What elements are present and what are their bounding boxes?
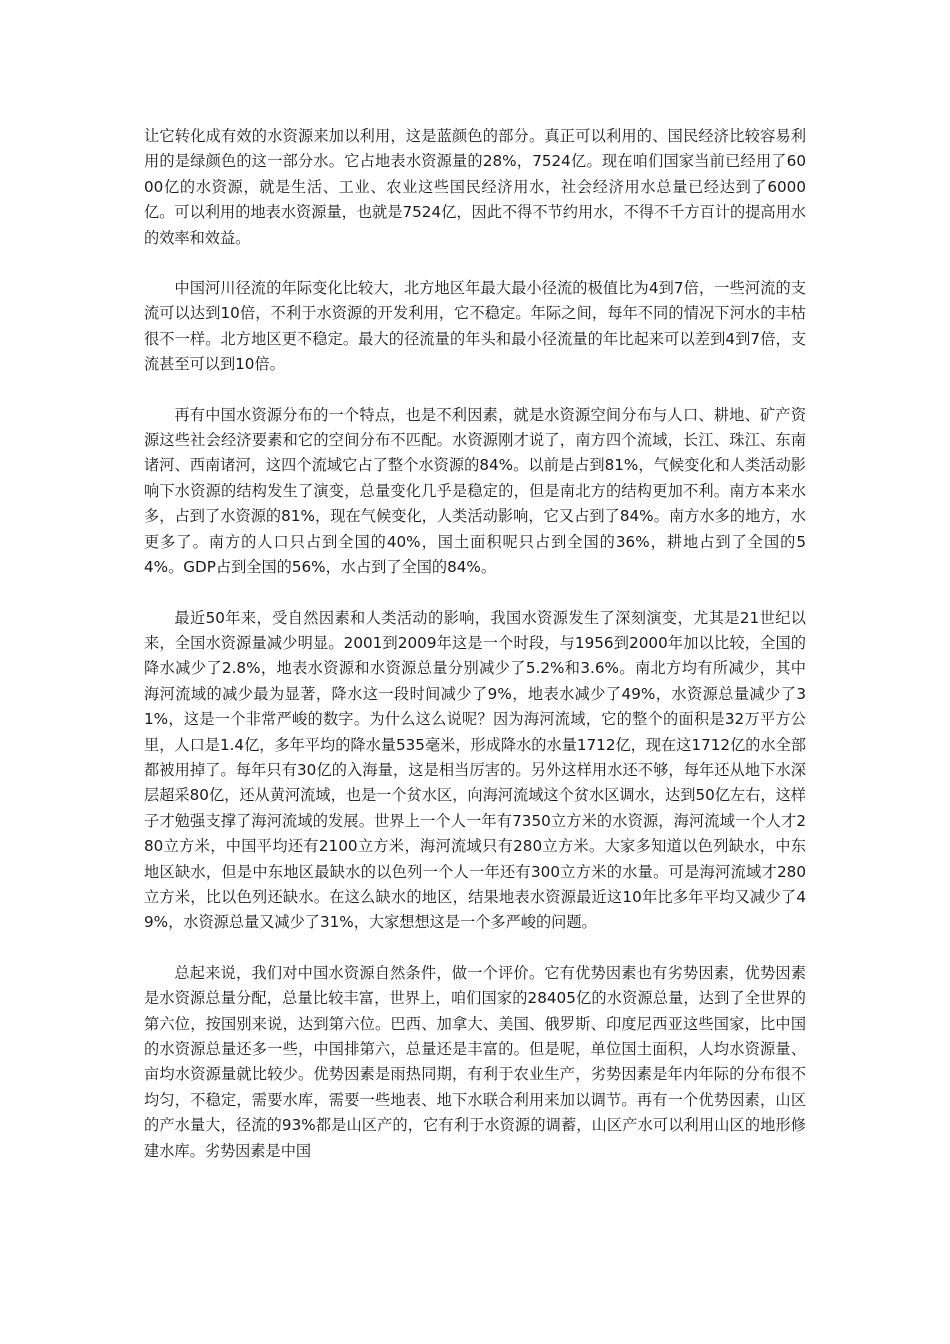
paragraph-3: 再有中国水资源分布的一个特点，也是不利因素，就是水资源空间分布与人口、耕地、矿产资源这些社会经济要素和它的空间分布不匹配。水资源刚才说了，南方四个流域，长江、珠江、东南诸河、西南诸河，这四个流域它占了整个水资源的84%。以前是占到81%，气候变化和人类活动影响下水资源的结构发生了演变，总量变化几乎是稳定的，但是南北方的结构更加不利。南方本来水多，占到了水资源的81%，现在气候变化，人类活动影响，它又占到了84%。南方水多的地方，水更多了。南方的人口只占到全国的40%，国土面积呢只占到全国的36%，耕地占到了全国的54%。GDP占到全国的56%，水占到了全国的84%。: [144, 405, 806, 577]
paragraph-4: 最近50年来，受自然因素和人类活动的影响，我国水资源发生了深刻演变，尤其是21世纪以来，全国水资源量减少明显。2001到2009年这是一个时段，与1956到2000年加以比较，全国的降水减少了2.8%，地表水资源和水资源总量分别减少了5.2%和3.6%。南北方均有所减少，其中海河流域的减少最为显著，降水这一段时间减少了9%，地表水减少了49%，水资源总量减少了31%，这是一个非常严峻的数字。为什么这么说呢？因为海河流域，它的整个的面积是32万平方公里，人口是1.4亿，多年平均的降水量535毫米，形成降水的水量1712亿，现在这1712亿的水全部都被用掉了。每年只有30亿的入海量，这是相当厉害的。另外这样用水还不够，每年还从地下水深层超采80亿，还从黄河流域，也是一个贫水区，向海河流域这个贫水区调水，达到50亿左右，这样子才勉强支撑了海河流域的发展。世界上一个人一年有7350立方米的水资源，海河流域一个人才280立方米，中国平均还有2100立方米，海河流域只有280立方米。大家多知道以色列缺水，中东地区缺水，但是中东地区最缺水的以色列一个人一年还有300立方米的水量。可是海河流域才280立方米，比以色列还缺水。在这么缺水的地区，结果地表水资源最近这10年比多年平均又减少了49%，水资源总量又减少了31%，大家想想这是一个多严峻的问题。: [144, 608, 807, 932]
paragraph-2: 中国河川径流的年际变化比较大，北方地区年最大最小径流的极值比为4到7倍，一些河流的支流可以达到10倍，不利于水资源的开发利用，它不稳定。年际之间，每年不同的情况下河水的丰枯很不一样。北方地区更不稳定。最大的径流量的年头和最小径流量的年比起来可以差到4到7倍，支流甚至可以到10倍。: [144, 279, 806, 374]
paragraph-5: 总起来说，我们对中国水资源自然条件，做一个评价。它有优势因素也有劣势因素，优势因素是水资源总量分配，总量比较丰富，世界上，咱们国家的28405亿的水资源总量，达到了全世界的第六位，按国别来说，达到第六位。巴西、加拿大、美国、俄罗斯、印度尼西亚这些国家，比中国的水资源总量还多一些，中国排第六，总量还是丰富的。但是呢，单位国土面积，人均水资源量、亩均水资源量就比较少。优势因素是雨热同期，有利于农业生产，劣势因素是年内年际的分布很不均匀，不稳定，需要水库，需要一些地表、地下水联合利用来加以调节。再有一个优势因素，山区的产水量大，径流的93%都是山区产的，它有利于水资源的调蓄，山区产水可以利用山区的地形修建水库。劣势因素是中国: [144, 963, 806, 1160]
paragraph-1: 让它转化成有效的水资源来加以利用，这是蓝颜色的部分。真正可以利用的、国民经济比较容易利用的是绿颜色的这一部分水。它占地表水资源量的28%，7524亿。现在咱们国家当前已经用了6000亿的水资源，就是生活、工业、农业这些国民经济用水，社会经济用水总量已经达到了6000亿。可以利用的地表水资源量，也就是7524亿，因此不得不节约用水，不得不千方百计的提高用水的效率和效益。: [144, 127, 806, 247]
document-body: [144, 124, 806, 1189]
